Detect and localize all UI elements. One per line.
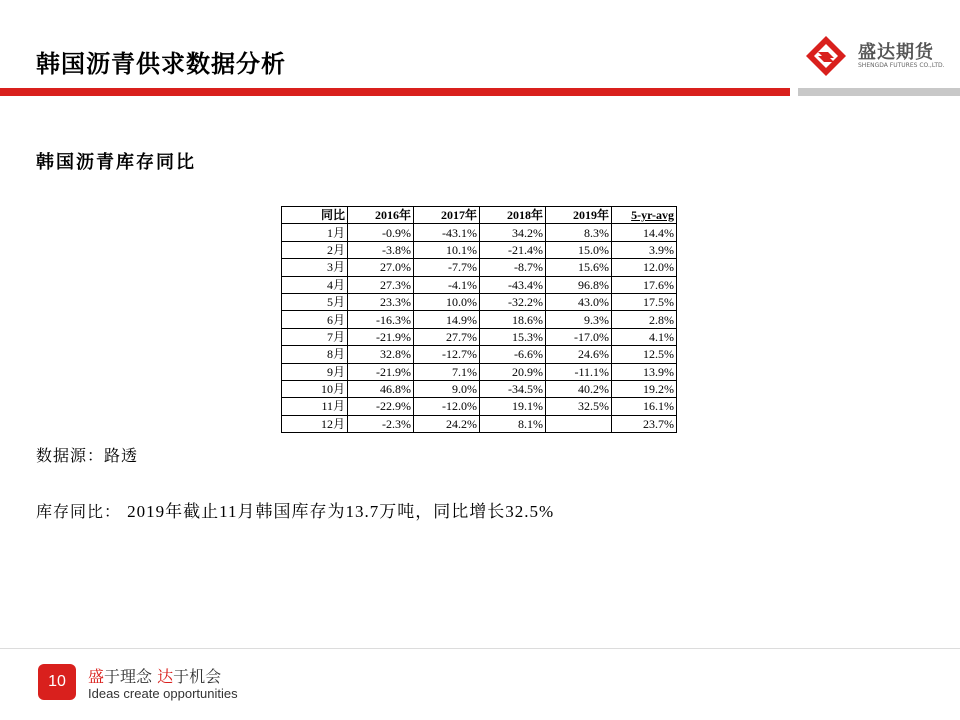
section-subtitle: 韩国沥青库存同比	[36, 152, 196, 173]
logo-text-cn: 盛达期货	[858, 42, 934, 63]
month-cell: 11月	[282, 398, 348, 415]
inventory-yoy-table	[281, 206, 677, 433]
slogan-char: 盛	[88, 667, 105, 686]
value-cell: -8.7%	[480, 259, 546, 276]
value-cell: -16.3%	[348, 311, 414, 328]
value-cell: 34.2%	[480, 224, 546, 241]
slogan-en: Ideas create opportunities	[88, 686, 238, 701]
data-source: 数据源：路透	[36, 446, 139, 465]
table-row	[282, 311, 677, 328]
table-row	[282, 363, 677, 380]
value-cell: -6.6%	[480, 346, 546, 363]
value-cell: 18.6%	[480, 311, 546, 328]
value-cell: -21.9%	[348, 328, 414, 345]
month-cell: 6月	[282, 311, 348, 328]
month-cell: 2月	[282, 241, 348, 258]
value-cell: 23.3%	[348, 293, 414, 310]
value-cell: 16.1%	[612, 398, 677, 415]
month-cell: 1月	[282, 224, 348, 241]
table-row	[282, 328, 677, 345]
value-cell: 3.9%	[612, 241, 677, 258]
value-cell: -12.0%	[414, 398, 480, 415]
slogan-char: 达	[157, 667, 174, 686]
value-cell: 15.6%	[546, 259, 612, 276]
value-cell: 43.0%	[546, 293, 612, 310]
logo-text-en: SHENGDA FUTURES CO.,LTD.	[858, 62, 945, 69]
header-rule-red	[0, 88, 790, 96]
page-number: 10	[38, 664, 76, 700]
value-cell: -43.1%	[414, 224, 480, 241]
table-row	[282, 259, 677, 276]
table-row	[282, 241, 677, 258]
month-cell: 4月	[282, 276, 348, 293]
value-cell: 8.3%	[546, 224, 612, 241]
table-row	[282, 293, 677, 310]
slogan-text: 于机会	[173, 667, 222, 686]
value-cell: 20.9%	[480, 363, 546, 380]
month-cell: 5月	[282, 293, 348, 310]
value-cell: -21.9%	[348, 363, 414, 380]
value-cell: 15.0%	[546, 241, 612, 258]
company-logo	[804, 34, 944, 78]
value-cell: 32.5%	[546, 398, 612, 415]
value-cell: -7.7%	[414, 259, 480, 276]
value-cell: 14.9%	[414, 311, 480, 328]
header-cell: 2019年	[546, 207, 612, 224]
value-cell: 7.1%	[414, 363, 480, 380]
table-row	[282, 276, 677, 293]
month-cell: 8月	[282, 346, 348, 363]
page-title: 韩国沥青供求数据分析	[36, 50, 286, 78]
value-cell: 23.7%	[612, 415, 677, 432]
value-cell: 27.7%	[414, 328, 480, 345]
table-row	[282, 380, 677, 397]
value-cell: 10.0%	[414, 293, 480, 310]
table-row	[282, 415, 677, 432]
value-cell: 24.2%	[414, 415, 480, 432]
value-cell: 17.6%	[612, 276, 677, 293]
value-cell: 40.2%	[546, 380, 612, 397]
value-cell: 24.6%	[546, 346, 612, 363]
value-cell: 19.2%	[612, 380, 677, 397]
month-cell: 9月	[282, 363, 348, 380]
value-cell: 2.8%	[612, 311, 677, 328]
value-cell: -43.4%	[480, 276, 546, 293]
slogan-text: 于理念	[104, 667, 158, 686]
table-row	[282, 224, 677, 241]
header-cell: 2018年	[480, 207, 546, 224]
value-cell: 12.0%	[612, 259, 677, 276]
note-text: 2019年截止11月韩国库存为13.7万吨，同比增长32.5%	[127, 502, 555, 521]
value-cell: 32.8%	[348, 346, 414, 363]
value-cell: -34.5%	[480, 380, 546, 397]
value-cell	[546, 415, 612, 432]
table-header-row	[282, 207, 677, 224]
month-cell: 12月	[282, 415, 348, 432]
value-cell: 14.4%	[612, 224, 677, 241]
month-cell: 7月	[282, 328, 348, 345]
value-cell: 9.0%	[414, 380, 480, 397]
value-cell: -12.7%	[414, 346, 480, 363]
value-cell: -4.1%	[414, 276, 480, 293]
value-cell: 15.3%	[480, 328, 546, 345]
value-cell: -17.0%	[546, 328, 612, 345]
note-label: 库存同比：	[36, 502, 122, 521]
header-cell: 5-yr-avg	[612, 207, 677, 224]
header-cell: 2016年	[348, 207, 414, 224]
header-cell: 2017年	[414, 207, 480, 224]
table-row	[282, 398, 677, 415]
value-cell: -11.1%	[546, 363, 612, 380]
summary-note	[36, 497, 554, 522]
footer-divider	[0, 648, 960, 649]
value-cell: 27.0%	[348, 259, 414, 276]
header-rule-gray	[798, 88, 960, 96]
value-cell: 10.1%	[414, 241, 480, 258]
slogan-cn	[88, 664, 221, 687]
value-cell: -21.4%	[480, 241, 546, 258]
value-cell: 46.8%	[348, 380, 414, 397]
value-cell: 8.1%	[480, 415, 546, 432]
value-cell: -3.8%	[348, 241, 414, 258]
value-cell: -32.2%	[480, 293, 546, 310]
value-cell: -22.9%	[348, 398, 414, 415]
month-cell: 10月	[282, 380, 348, 397]
value-cell: 4.1%	[612, 328, 677, 345]
value-cell: 9.3%	[546, 311, 612, 328]
header-cell: 同比	[282, 207, 348, 224]
value-cell: 96.8%	[546, 276, 612, 293]
month-cell: 3月	[282, 259, 348, 276]
value-cell: 19.1%	[480, 398, 546, 415]
value-cell: 13.9%	[612, 363, 677, 380]
value-cell: -2.3%	[348, 415, 414, 432]
value-cell: 27.3%	[348, 276, 414, 293]
value-cell: 12.5%	[612, 346, 677, 363]
shengda-logo-icon	[804, 34, 848, 78]
value-cell: 17.5%	[612, 293, 677, 310]
table-row	[282, 346, 677, 363]
value-cell: -0.9%	[348, 224, 414, 241]
